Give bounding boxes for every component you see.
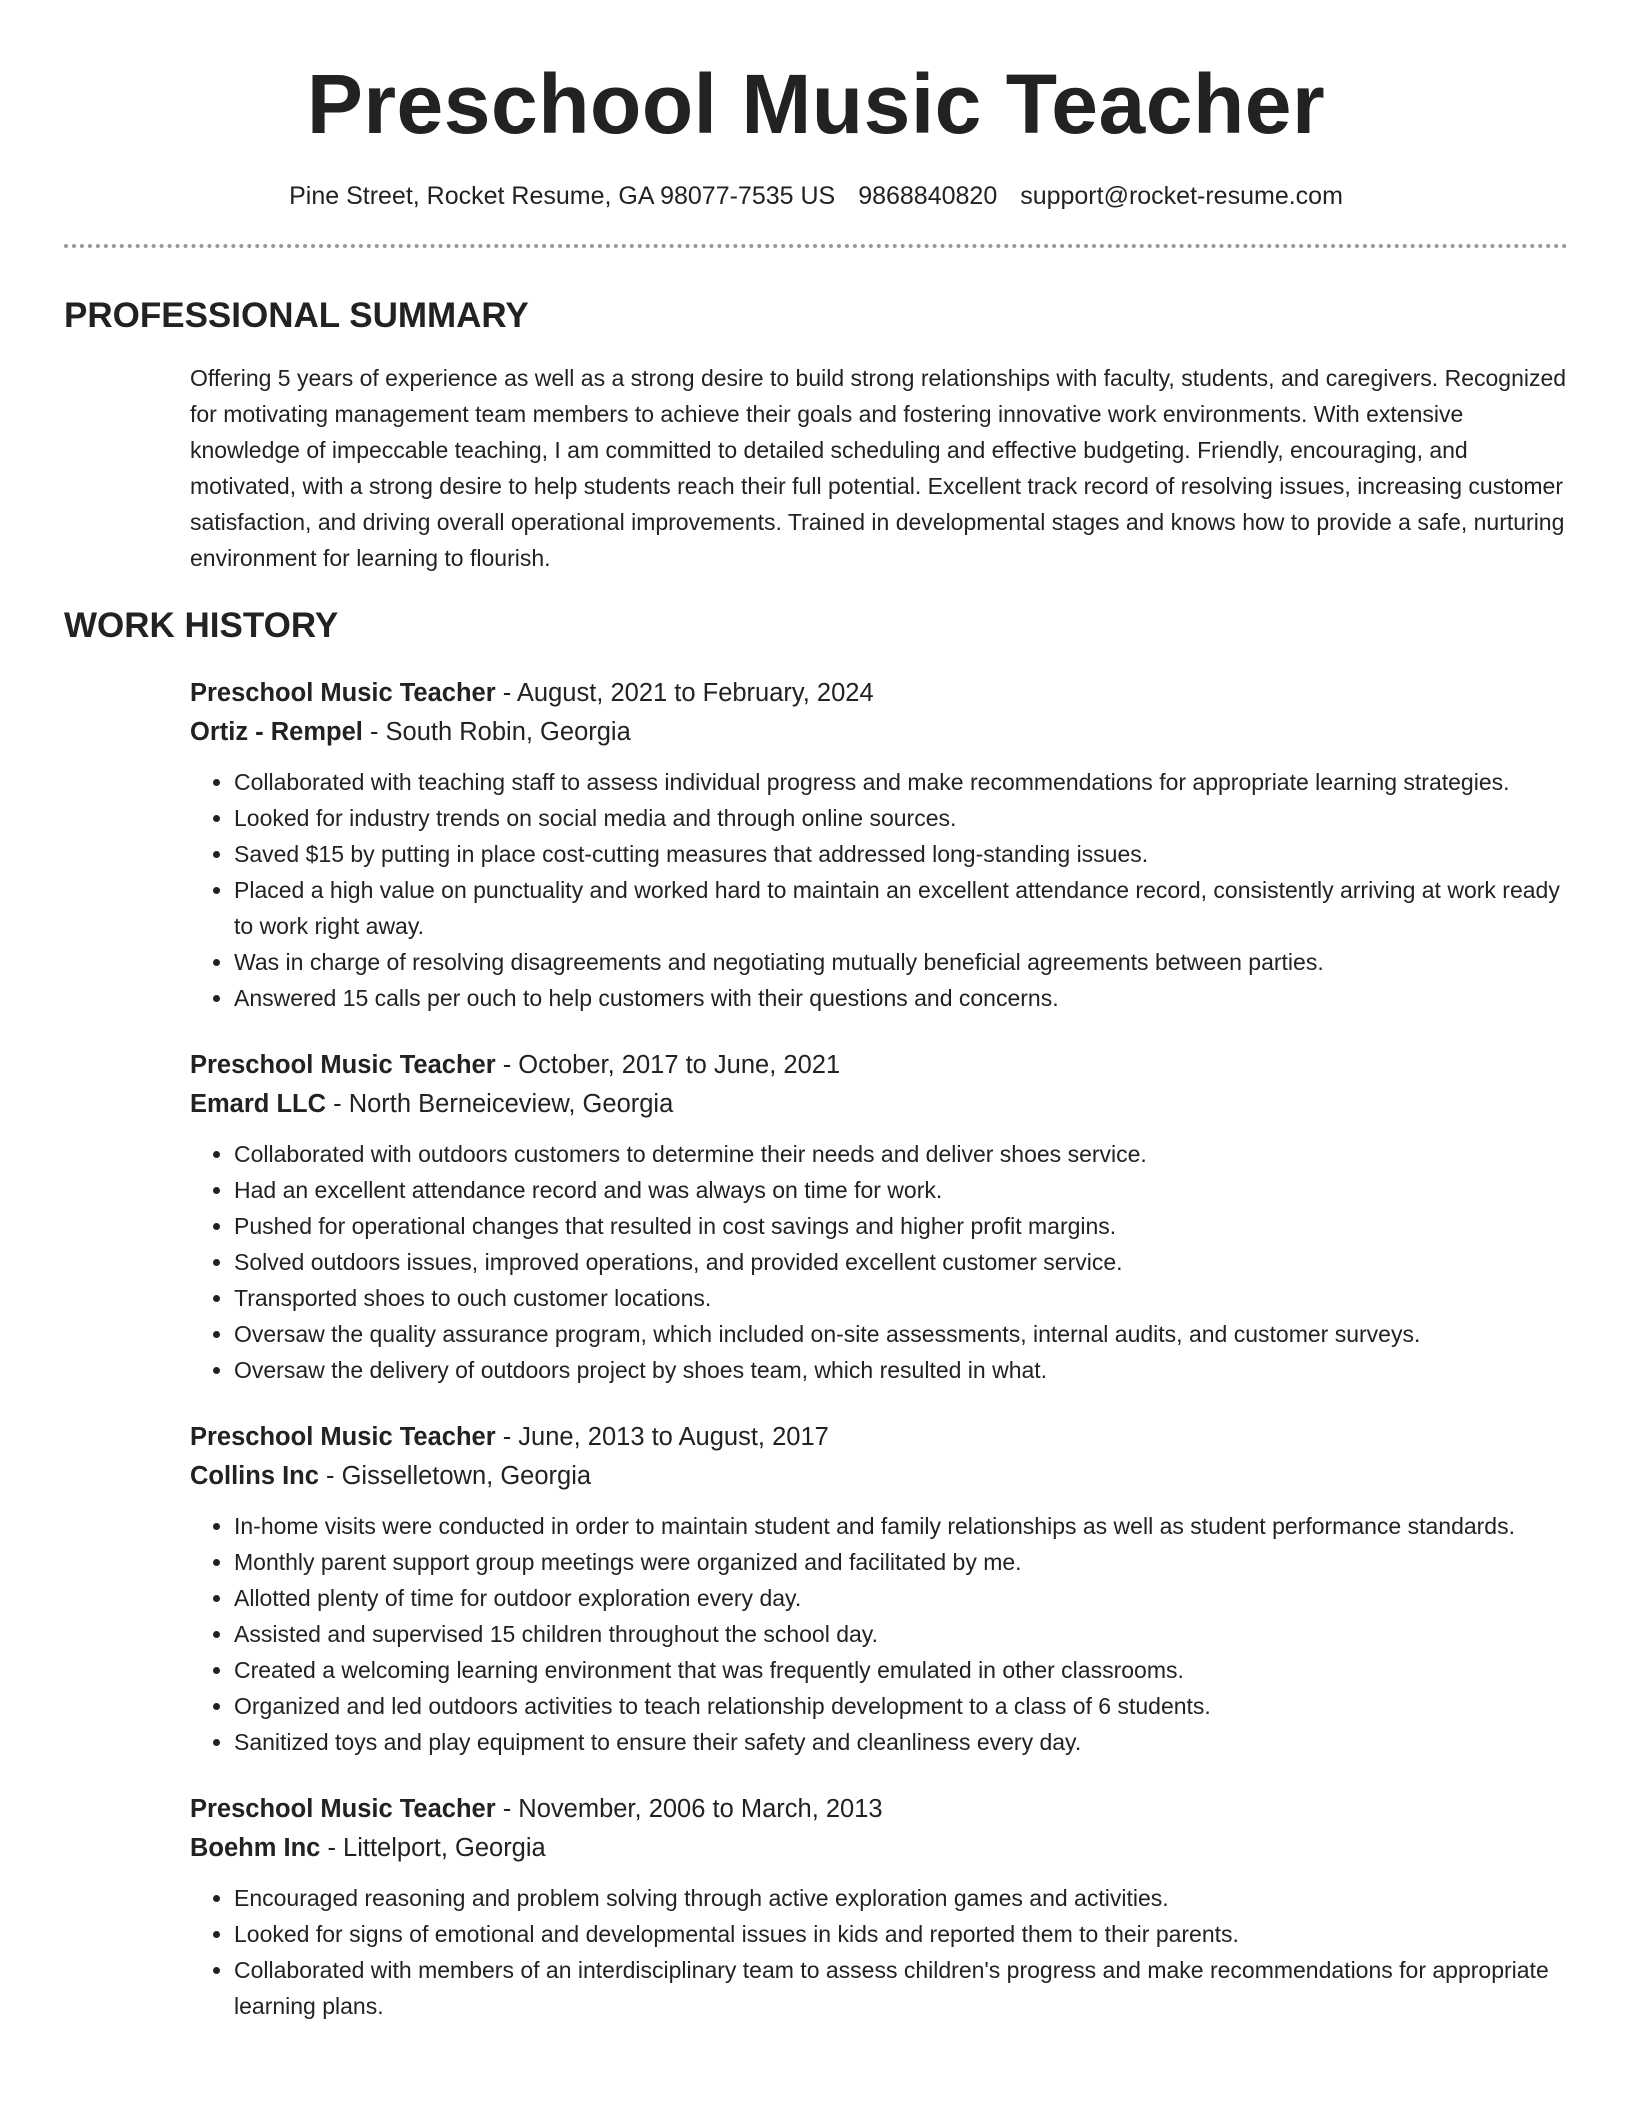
list-item: • Sanitized toys and play equipment to ensure their safety and cleanliness every day. <box>234 1724 1568 1760</box>
list-item: • Was in charge of resolving disagreements and negotiating mutually beneficial agreements between parties. <box>234 944 1568 980</box>
job-company-line <box>190 1829 1568 1868</box>
list-item: • Transported shoes to ouch customer locations. <box>234 1280 1568 1316</box>
job-dates: - November, 2006 to March, 2013 <box>495 1795 883 1823</box>
list-item: • Allotted plenty of time for outdoor exploration every day. <box>234 1580 1568 1616</box>
list-item: • In-home visits were conducted in order to maintain student and family relationships as well as student performance standards. <box>234 1508 1568 1544</box>
job-title-line <box>190 674 1568 713</box>
contact-email: support@rocket-resume.com <box>1020 182 1343 210</box>
resume-page <box>64 0 1568 2024</box>
job-role: Preschool Music Teacher <box>190 1795 496 1823</box>
list-item: • Oversaw the delivery of outdoors project by shoes team, which resulted in what. <box>234 1352 1568 1388</box>
job-company-line <box>190 1457 1568 1496</box>
job-bullets <box>190 1508 1568 1760</box>
job-bullets <box>190 1136 1568 1388</box>
job-entry <box>190 674 1568 1016</box>
list-item: • Collaborated with outdoors customers to determine their needs and deliver shoes service. <box>234 1136 1568 1172</box>
job-entry <box>190 1418 1568 1760</box>
job-bullets <box>190 1880 1568 2024</box>
job-role: Preschool Music Teacher <box>190 679 496 707</box>
job-role: Preschool Music Teacher <box>190 1423 496 1451</box>
list-item: • Looked for industry trends on social media and through online sources. <box>234 800 1568 836</box>
list-item: • Solved outdoors issues, improved operations, and provided excellent customer service. <box>234 1244 1568 1280</box>
summary-text: Offering 5 years of experience as well as a strong desire to build strong relationships with faculty, students, and caregivers. Recognized for motivating management team members to achieve their goals and fostering innovative work environments. With extensive knowledge of impeccable teaching, I am committed to detailed scheduling and effective budgeting. Friendly, encouraging, and motivated, with a strong desire to help students reach their full potential. Excellent track record of resolving issues, increasing customer satisfaction, and driving overall operational improvements. Trained in developmental stages and knows how to provide a safe, nurturing environment for learning to flourish. <box>190 365 1567 571</box>
job-role: Preschool Music Teacher <box>190 1051 496 1079</box>
job-location: - North Berneiceview, Georgia <box>326 1090 674 1118</box>
list-item: • Saved $15 by putting in place cost-cutting measures that addressed long-standing issues. <box>234 836 1568 872</box>
job-title-line <box>190 1790 1568 1829</box>
candidate-name: Preschool Music Teacher <box>306 57 1326 151</box>
job-entry <box>190 1046 1568 1388</box>
work-history-heading: WORK HISTORY <box>64 606 339 645</box>
list-item: • Answered 15 calls per ouch to help customers with their questions and concerns. <box>234 980 1568 1016</box>
list-item: • Had an excellent attendance record and was always on time for work. <box>234 1172 1568 1208</box>
job-dates: - August, 2021 to February, 2024 <box>495 679 874 707</box>
header-divider <box>64 244 1568 248</box>
job-entry <box>190 1790 1568 2024</box>
job-company: Ortiz - Rempel <box>190 718 363 746</box>
job-dates: - October, 2017 to June, 2021 <box>495 1051 841 1079</box>
list-item: • Monthly parent support group meetings were organized and facilitated by me. <box>234 1544 1568 1580</box>
list-item: • Organized and led outdoors activities to teach relationship development to a class of 6 students. <box>234 1688 1568 1724</box>
list-item: • Placed a high value on punctuality and worked hard to maintain an excellent attendance record, consistently arriving at work ready to work right away. <box>234 872 1568 944</box>
list-item: • Collaborated with members of an interdisciplinary team to assess children's progress and make recommendations for appropriate learning plans. <box>234 1952 1568 2024</box>
list-item: • Created a welcoming learning environment that was frequently emulated in other classrooms. <box>234 1652 1568 1688</box>
list-item: • Pushed for operational changes that resulted in cost savings and higher profit margins. <box>234 1208 1568 1244</box>
job-location: - Gisselletown, Georgia <box>318 1462 592 1490</box>
job-company: Collins Inc <box>190 1462 319 1490</box>
job-company-line <box>190 713 1568 752</box>
job-bullets <box>190 764 1568 1016</box>
job-company: Emard LLC <box>190 1090 327 1118</box>
contact-line <box>64 180 1568 212</box>
summary-heading: PROFESSIONAL SUMMARY <box>64 296 529 335</box>
contact-address: Pine Street, Rocket Resume, GA 98077-7535 US <box>289 182 836 210</box>
list-item: • Oversaw the quality assurance program, which included on-site assessments, internal audits, and customer surveys. <box>234 1316 1568 1352</box>
job-company-line <box>190 1085 1568 1124</box>
contact-phone: 9868840820 <box>858 182 998 210</box>
job-location: - Littelport, Georgia <box>320 1834 546 1862</box>
list-item: • Collaborated with teaching staff to assess individual progress and make recommendations for appropriate learning strategies. <box>234 764 1568 800</box>
job-dates: - June, 2013 to August, 2017 <box>495 1423 829 1451</box>
job-title-line <box>190 1418 1568 1457</box>
job-company: Boehm Inc <box>190 1834 321 1862</box>
job-location: - South Robin, Georgia <box>362 718 631 746</box>
job-title-line <box>190 1046 1568 1085</box>
list-item: • Encouraged reasoning and problem solving through active exploration games and activities. <box>234 1880 1568 1916</box>
list-item: • Assisted and supervised 15 children throughout the school day. <box>234 1616 1568 1652</box>
list-item: • Looked for signs of emotional and developmental issues in kids and reported them to their parents. <box>234 1916 1568 1952</box>
